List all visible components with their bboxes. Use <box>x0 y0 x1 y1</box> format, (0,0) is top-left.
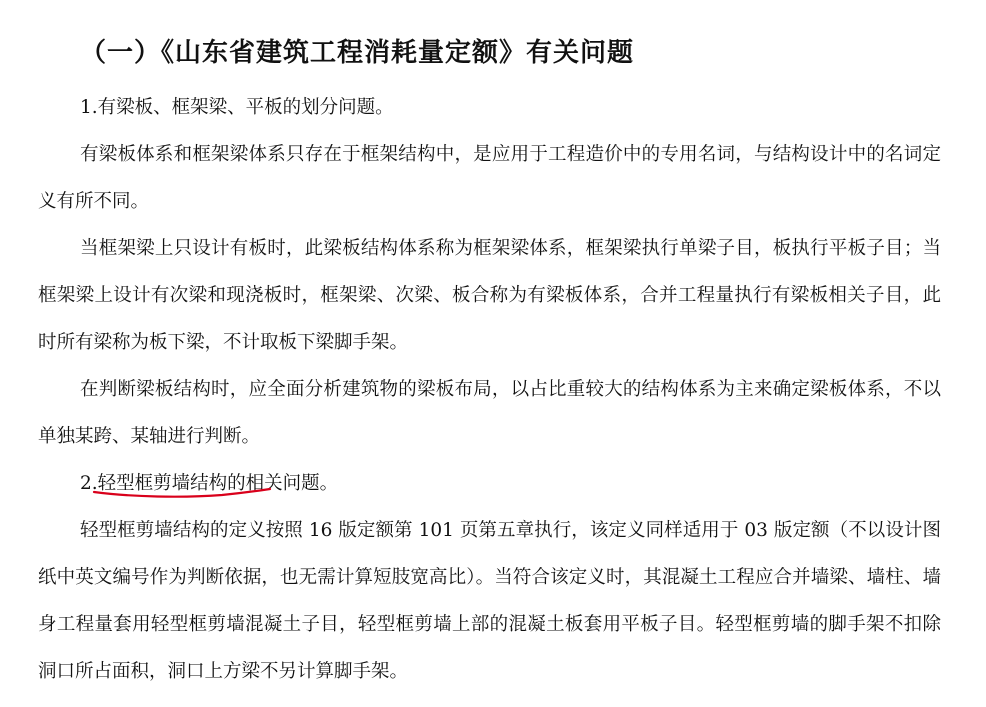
item2-paragraph-1: 轻型框剪墙结构的定义按照 16 版定额第 101 页第五章执行，该定义同样适用于 03 版定额（不以设计图纸中英文编号作为判断依据，也无需计算短肢宽高比）。当符合该定义时，其混凝土工程应合并墙梁、墙柱、墙身工程量套用轻型框剪墙混凝土子目，轻型框剪墙上部的混凝土板套用平板子目。轻型框剪墙的脚手架不扣除洞口所占面积，洞口上方梁不另计算脚手架。 <box>38 520 941 682</box>
item1-paragraph-2: 当框架梁上只设计有板时，此梁板结构体系称为框架梁体系，框架梁执行单梁子目，板执行平板子目；当框架梁上设计有次梁和现浇板时，框架梁、次梁、板合称为有梁板体系，合并工程量执行有梁板相关子目，此时所有梁称为板下梁，不计取板下梁脚手架。 <box>38 238 941 353</box>
item1-title: 1.有梁板、框架梁、平板的划分问题。 <box>80 97 394 118</box>
item2-title: 2.轻型框剪墙结构的相关问题。 <box>80 473 339 494</box>
item1-paragraph-3: 在判断梁板结构时，应全面分析建筑物的梁板布局，以占比重较大的结构体系为主来确定梁板体系，不以单独某跨、某轴进行判断。 <box>38 379 941 447</box>
handwritten-underline-annotation <box>92 486 272 500</box>
section-heading: （一）《山东省建筑工程消耗量定额》有关问题 <box>80 38 635 68</box>
item1-paragraph-1: 有梁板体系和框架梁体系只存在于框架结构中，是应用于工程造价中的专用名词，与结构设计中的名词定义有所不同。 <box>38 144 941 212</box>
